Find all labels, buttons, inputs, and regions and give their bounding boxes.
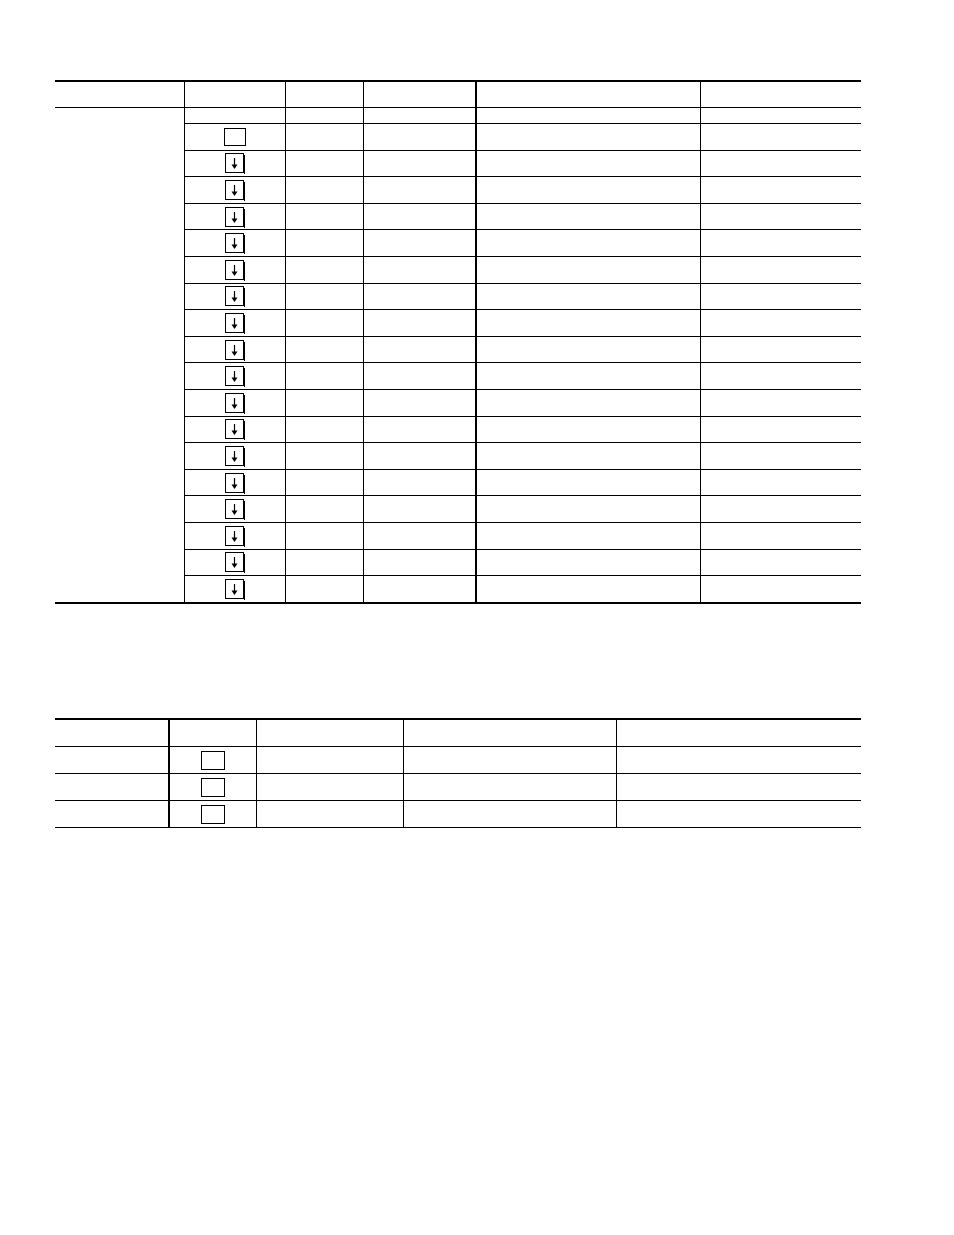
table-cell — [285, 336, 363, 363]
table-cell — [55, 747, 169, 774]
table-cell — [403, 801, 616, 828]
down-arrow-key-icon — [225, 366, 244, 386]
table-row — [55, 108, 861, 124]
table-cell — [700, 416, 861, 443]
table-cell — [700, 124, 861, 151]
header-cell — [256, 719, 403, 747]
table-row — [55, 774, 861, 801]
table-cell — [700, 522, 861, 549]
table-cell — [285, 283, 363, 310]
table-cell — [403, 747, 616, 774]
table-cell — [285, 496, 363, 523]
key-cell — [169, 747, 256, 774]
table-cell — [285, 310, 363, 337]
down-arrow-key-icon — [225, 552, 244, 572]
down-arrow-key-icon — [225, 446, 244, 466]
table-cell — [616, 774, 861, 801]
down-arrow-key-icon — [225, 499, 244, 519]
key-cell — [184, 363, 285, 390]
table-cell — [700, 363, 861, 390]
table-cell — [363, 549, 476, 576]
table-cell — [476, 150, 700, 177]
table-cell — [55, 774, 169, 801]
table-cell — [700, 549, 861, 576]
table-cell — [256, 747, 403, 774]
table-cell — [285, 469, 363, 496]
down-arrow-key-icon — [225, 207, 244, 227]
key-cell — [184, 336, 285, 363]
header-cell — [700, 81, 861, 108]
blank-key-icon — [201, 751, 225, 770]
key-cell — [184, 522, 285, 549]
key-cell — [184, 496, 285, 523]
table-cell — [476, 576, 700, 603]
table-cell — [700, 496, 861, 523]
key-cell — [184, 150, 285, 177]
table-cell — [700, 336, 861, 363]
table-cell — [476, 108, 700, 124]
table-cell — [616, 801, 861, 828]
table-cell — [700, 108, 861, 124]
table-cell — [363, 443, 476, 470]
table-cell — [285, 549, 363, 576]
table-cell — [700, 256, 861, 283]
table-cell — [363, 389, 476, 416]
key-cell — [184, 576, 285, 603]
table-cell — [476, 363, 700, 390]
table-cell — [285, 443, 363, 470]
key-cell — [184, 203, 285, 230]
table-cell — [700, 150, 861, 177]
header-cell — [616, 719, 861, 747]
key-cell — [184, 310, 285, 337]
key-cell — [184, 549, 285, 576]
key-cell — [184, 177, 285, 204]
table-cell — [476, 549, 700, 576]
table-cell — [476, 310, 700, 337]
table-cell — [285, 108, 363, 124]
down-arrow-key-icon — [225, 579, 244, 599]
down-arrow-key-icon — [225, 393, 244, 413]
table-cell — [476, 496, 700, 523]
header-cell — [169, 719, 256, 747]
key-cell — [184, 283, 285, 310]
table-cell — [363, 522, 476, 549]
table-cell — [363, 469, 476, 496]
table-cell — [55, 801, 169, 828]
table-cell — [700, 177, 861, 204]
group-cell — [55, 108, 184, 603]
table-cell — [700, 469, 861, 496]
table-cell — [476, 389, 700, 416]
table-cell — [476, 336, 700, 363]
header-cell — [363, 81, 476, 108]
down-arrow-key-icon — [225, 313, 244, 333]
table-cell — [700, 283, 861, 310]
down-arrow-key-icon — [225, 340, 244, 360]
down-arrow-key-icon — [225, 233, 244, 253]
table-cell — [476, 443, 700, 470]
key-cell — [184, 230, 285, 257]
table-cell — [700, 443, 861, 470]
table-cell — [285, 230, 363, 257]
blank-key-icon — [224, 128, 246, 146]
table-cell — [363, 336, 476, 363]
table-cell — [403, 774, 616, 801]
table-cell — [700, 576, 861, 603]
table-cell — [700, 310, 861, 337]
key-cell — [184, 443, 285, 470]
table-cell — [184, 108, 285, 124]
table-cell — [285, 363, 363, 390]
table-row — [55, 747, 861, 774]
table-cell — [476, 416, 700, 443]
table-cell — [476, 230, 700, 257]
header-cell — [55, 719, 169, 747]
table-cell — [700, 389, 861, 416]
table-cell — [363, 310, 476, 337]
down-arrow-key-icon — [225, 419, 244, 439]
table-cell — [476, 203, 700, 230]
table-cell — [285, 522, 363, 549]
table-cell — [363, 124, 476, 151]
table-cell — [363, 177, 476, 204]
table-cell — [363, 108, 476, 124]
header-cell — [476, 81, 700, 108]
table-cell — [363, 363, 476, 390]
blank-key-icon — [201, 778, 225, 797]
down-arrow-key-icon — [225, 526, 244, 546]
header-cell — [403, 719, 616, 747]
table-cell — [363, 203, 476, 230]
table-cell — [285, 256, 363, 283]
down-arrow-key-icon — [225, 180, 244, 200]
table-cell — [256, 801, 403, 828]
table-cell — [700, 203, 861, 230]
header-cell — [285, 81, 363, 108]
table-cell — [476, 256, 700, 283]
key-cell — [184, 256, 285, 283]
table-cell — [363, 230, 476, 257]
table-cell — [285, 416, 363, 443]
header-cell — [184, 81, 285, 108]
table-cell — [256, 774, 403, 801]
table-cell — [476, 522, 700, 549]
table-cell — [363, 150, 476, 177]
down-arrow-key-icon — [225, 153, 244, 173]
down-arrow-key-icon — [225, 260, 244, 280]
table-cell — [363, 256, 476, 283]
table-cell — [285, 150, 363, 177]
table-cell — [363, 283, 476, 310]
table-header-row — [55, 719, 861, 747]
table-cell — [700, 230, 861, 257]
configuration-table — [55, 80, 861, 604]
table-cell — [363, 416, 476, 443]
key-cell — [184, 124, 285, 151]
table-cell — [616, 747, 861, 774]
key-cell — [169, 801, 256, 828]
table-cell — [363, 496, 476, 523]
table-cell — [285, 124, 363, 151]
blank-key-icon — [201, 805, 225, 824]
header-cell — [55, 81, 184, 108]
key-cell — [184, 416, 285, 443]
table-cell — [476, 469, 700, 496]
table-row — [55, 801, 861, 828]
table-cell — [363, 576, 476, 603]
table-cell — [476, 177, 700, 204]
table-cell — [285, 177, 363, 204]
table-cell — [476, 124, 700, 151]
table-cell — [285, 203, 363, 230]
table-header-row — [55, 81, 861, 108]
key-cell — [184, 389, 285, 416]
table-cell — [476, 283, 700, 310]
table-cell — [285, 389, 363, 416]
key-cell — [184, 469, 285, 496]
table-cell — [285, 576, 363, 603]
key-table — [55, 718, 861, 828]
down-arrow-key-icon — [225, 473, 244, 493]
down-arrow-key-icon — [225, 286, 244, 306]
key-cell — [169, 774, 256, 801]
